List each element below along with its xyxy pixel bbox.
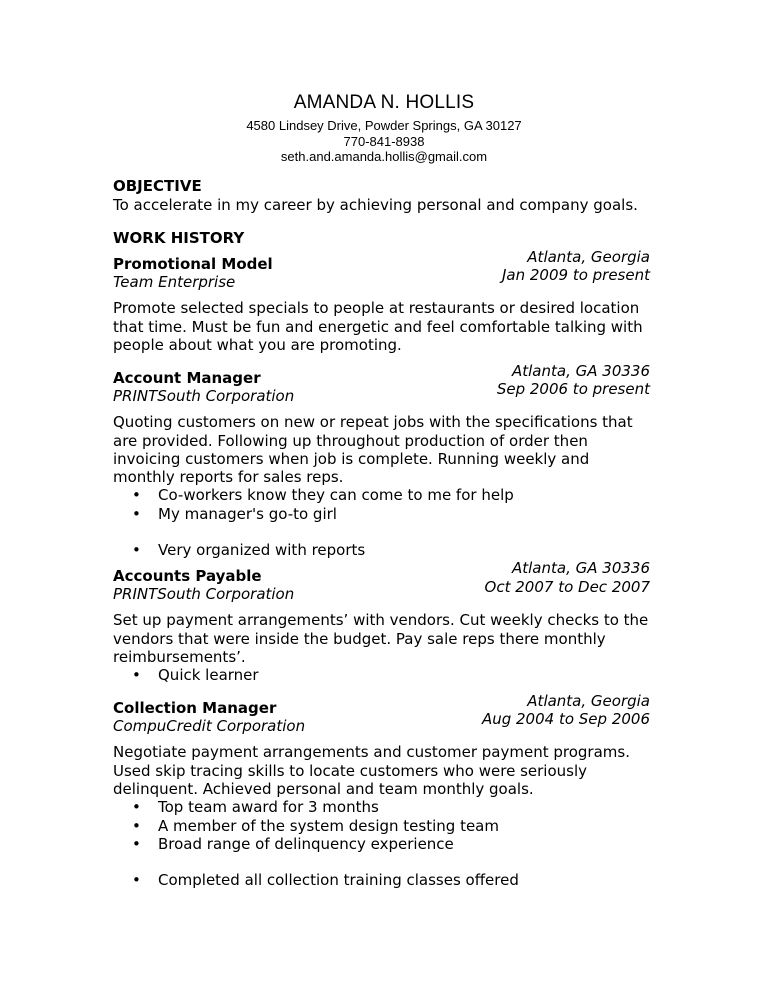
bullet-icon: • [132,486,141,504]
job-title: Account Manager [113,369,261,387]
objective-text: To accelerate in my career by achieving personal and company goals. [113,196,638,214]
email: seth.and.amanda.hollis@gmail.com [280,149,488,164]
job-title: Promotional Model [113,255,273,273]
job-description-line: Set up payment arrangements’ with vendors. Cut weekly checks to the [113,611,649,629]
job-description-line: delinquent. Achieved personal and team monthly goals. [113,780,534,798]
job-description-line: vendors that were inside the budget. Pay sale reps there monthly [113,630,606,648]
job-title: Collection Manager [113,699,277,717]
job-description-line: invoicing customers when job is complete. Running weekly and [113,450,590,468]
job-description-line: Negotiate payment arrangements and customer payment programs. [113,743,630,761]
bullet-icon: • [132,541,141,559]
job-description-line: that time. Must be fun and energetic and feel comfortable talking with [113,318,643,336]
job-company: PRINTSouth Corporation [113,387,295,405]
list-item-text: A member of the system design testing team [158,817,499,835]
job-description-line: Used skip tracing skills to locate customers who were seriously [113,762,587,780]
bullet-icon: • [132,817,141,835]
resume-name: AMANDA N. HOLLIS [293,92,475,113]
list-item-text: Broad range of delinquency experience [158,835,454,853]
job-location: Atlanta, GA 30336 [512,362,650,380]
job-dates: Aug 2004 to Sep 2006 [481,710,650,728]
job-location: Atlanta, Georgia [527,248,650,266]
list-item [132,798,379,816]
list-item-text: Co-workers know they can come to me for help [158,486,514,504]
job-location: Atlanta, Georgia [527,692,650,710]
bullet-icon: • [132,505,141,523]
work-history-heading: WORK HISTORY [113,229,245,247]
job-description-line: monthly reports for sales reps. [113,468,344,486]
job-description-line: Quoting customers on new or repeat jobs with the specifications that [113,413,633,431]
job-description-line: Promote selected specials to people at restaurants or desired location [113,299,640,317]
job-title: Accounts Payable [113,567,262,585]
job-dates: Jan 2009 to present [501,266,650,284]
job-company: PRINTSouth Corporation [113,585,295,603]
job-company: CompuCredit Corporation [113,717,306,735]
phone: 770-841-8938 [343,134,425,149]
list-item [132,486,514,504]
job-description-line: reimbursements’. [113,648,246,666]
objective-heading: OBJECTIVE [113,177,202,195]
list-item [132,817,499,835]
list-item [132,871,519,889]
list-item [132,541,365,559]
list-item-text: Very organized with reports [158,541,366,559]
list-item [132,835,454,853]
job-description-line: people about what you are promoting. [113,336,402,354]
bullet-icon: • [132,871,141,889]
bullet-icon: • [132,835,141,853]
list-item [132,666,259,684]
job-location: Atlanta, GA 30336 [512,559,650,577]
job-company: Team Enterprise [113,273,236,291]
address: 4580 Lindsey Drive, Powder Springs, GA 30127 [246,118,522,133]
list-item-text: Completed all collection training classes offered [158,871,519,889]
job-dates: Sep 2006 to present [496,380,650,398]
job-dates: Oct 2007 to Dec 2007 [484,578,650,596]
bullet-icon: • [132,798,141,816]
list-item-text: Top team award for 3 months [158,798,379,816]
list-item-text: My manager's go-to girl [158,505,337,523]
list-item-text: Quick learner [158,666,259,684]
bullet-icon: • [132,666,141,684]
list-item [132,505,337,523]
job-description-line: are provided. Following up throughout production of order then [113,432,588,450]
